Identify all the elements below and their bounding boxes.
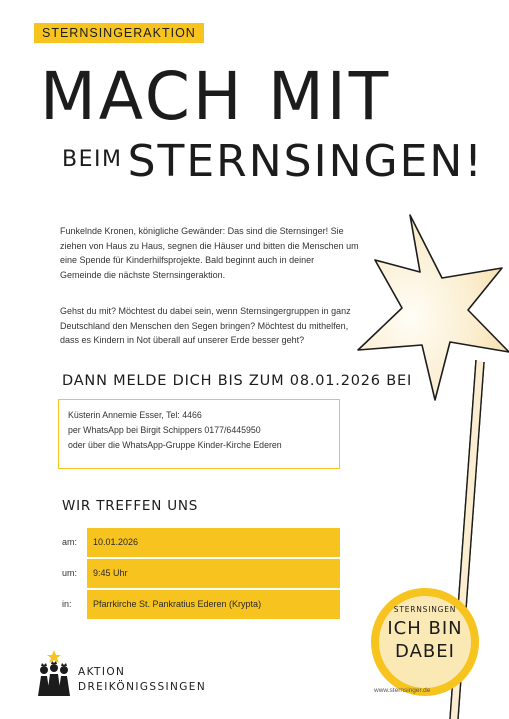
intro-p1-line: ziehen von Haus zu Haus, segnen die Häuser und bitten die Menschen um: [60, 240, 359, 251]
intro-p2-line: Gehst du mit? Möchtest du dabei sein, wenn Sternsingergruppen in ganz: [60, 306, 351, 316]
headline-main: MACH MIT: [40, 58, 392, 135]
organization-logo-text: [78, 665, 206, 695]
badge-small-text: STERNSINGEN: [393, 605, 457, 614]
meeting-date-value: 10.01.2026: [87, 528, 340, 557]
headline-sub-small: BEIM: [62, 147, 123, 172]
contact-line: Küsterin Annemie Esser, Tel: 4466: [68, 410, 202, 420]
logo-line-2: DREIKÖNIGSSINGEN: [78, 681, 207, 693]
contact-line: per WhatsApp bei Birgit Schippers 0177/6445950: [68, 425, 261, 435]
badge-line-2: DABEI: [395, 641, 455, 662]
intro-paragraph-1: [60, 224, 360, 282]
logo-line-1: AKTION: [78, 666, 126, 678]
intro-p2-line: dass es Kindern in Not überall auf unserer Erde besser geht?: [60, 335, 305, 345]
meeting-time-value: 9:45 Uhr: [87, 559, 340, 588]
meeting-date-label: am:: [62, 537, 78, 547]
meeting-heading: WIR TREFFEN UNS: [62, 498, 199, 514]
website-url: www.sternsinger.de: [374, 687, 431, 694]
campaign-tag: STERNSINGERAKTION: [34, 23, 204, 43]
meeting-time-label: um:: [62, 568, 78, 578]
intro-p1-line: eine Spende für Kinderhilfsprojekte. Bald beginnt auch in deiner: [60, 255, 315, 265]
badge-line-1: ICH BIN: [387, 618, 463, 639]
meeting-place-label: in:: [62, 599, 72, 609]
intro-paragraph-2: [60, 304, 360, 348]
signup-heading: DANN MELDE DICH BIS ZUM 08.01.2026 BEI: [62, 373, 413, 389]
three-kings-icon: [34, 648, 74, 698]
ich-bin-dabei-badge: [368, 585, 482, 699]
contact-box: [58, 399, 340, 469]
intro-p1-line: Gemeinde die nächste Sternsingeraktion.: [60, 269, 226, 280]
headline-sub: [62, 136, 484, 187]
meeting-place-value: Pfarrkirche St. Pankratius Ederen (Krypta): [87, 590, 340, 619]
intro-p2-line: Deutschland den Menschen den Segen bringen? Möchtest du mithelfen,: [60, 320, 349, 331]
headline-sub-big: STERNSINGEN!: [127, 136, 484, 187]
intro-p1-line: Funkelnde Kronen, königliche Gewänder: Das sind die Sternsinger! Sie: [60, 226, 344, 236]
contact-line: oder über die WhatsApp-Gruppe Kinder-Kirche Ederen: [68, 440, 282, 450]
